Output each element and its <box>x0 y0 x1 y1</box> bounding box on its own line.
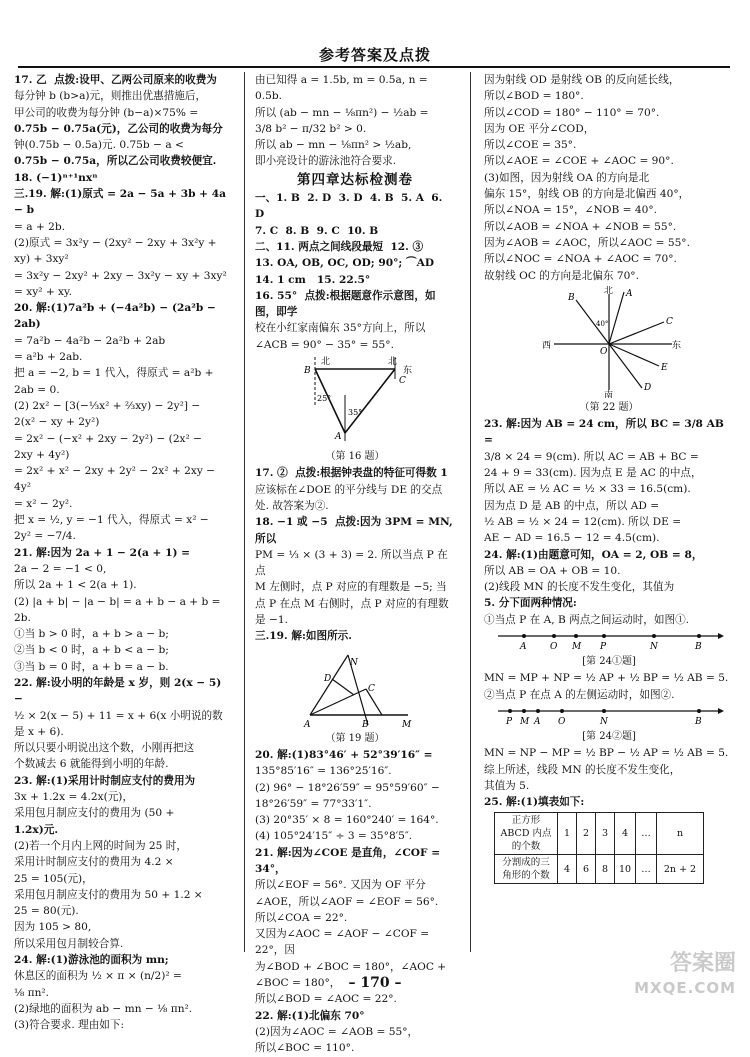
table-row <box>495 813 704 855</box>
label-ang25: 25° <box>317 394 332 404</box>
text-line: 所以∠COD = 180° − 110° = 70°. <box>484 106 660 119</box>
text-line: 校在小红家南偏东 35°方向上，所以 <box>255 322 426 335</box>
text-line: PM = ⅓ × (3 + 3) = 2. 所以当点 P 在点 <box>255 548 448 578</box>
table-cell: 8 <box>596 855 615 884</box>
text-line: 0.75b − 0.75a，所以乙公司收费较便宜. <box>14 155 217 168</box>
label-o: O <box>600 346 608 357</box>
text-line: 135°85′16″ = 136°25′16″. <box>255 765 392 778</box>
figure-24-1-caption: [第 24①题] <box>582 656 636 668</box>
text-line: 3x + 1.2x = 4.2x(元)， <box>14 791 134 804</box>
answers-24-25 <box>484 745 734 810</box>
label-b: B <box>362 719 369 729</box>
label-north-1: 北 <box>321 357 331 368</box>
label-p: P <box>600 642 607 653</box>
label-b: B <box>695 716 702 727</box>
text-line: (2)线段 MN 的长度不发生变化，其值为 <box>484 581 675 594</box>
label-m: M <box>520 716 530 727</box>
label-a: A <box>520 642 527 653</box>
column-middle <box>255 72 455 1057</box>
text-line: 14. 1 cm 15. 22.5° <box>255 273 371 286</box>
text-line: (2) 96° − 18°26′59″ = 95°59′60″ − <box>255 781 440 794</box>
text-line: = x² − 2y². <box>14 497 73 510</box>
text-line: = 2x² − (−x² + 2xy − 2y²) − (2x² − <box>14 432 203 445</box>
text-line: 13. OA, OB, OC, OD; 90°; ⌒AD <box>255 257 435 270</box>
arrow-head <box>718 633 724 639</box>
text-line: 因为 OE 平分∠COD， <box>484 122 595 135</box>
text-line: = 2x² + x² − 2xy + 2y² − 2x² + 2xy − 4y² <box>14 465 219 494</box>
label-a: A <box>534 716 541 727</box>
watermark-line1: 答案圈 <box>669 951 736 976</box>
label-west: 西 <box>542 340 552 351</box>
text-line: 1.2x)元. <box>14 823 59 836</box>
text-line: 把 x = ½, y = −1 代入，得原式 = x² − <box>14 514 209 527</box>
table-row <box>495 855 704 884</box>
text-line: 因为点 D 是 AB 的中点，所以 AD = <box>484 499 660 512</box>
table-cell: 6 <box>577 855 596 884</box>
label-east: 东 <box>403 366 413 377</box>
text-line: (3)如图，因为射线 OA 的方向是北 <box>484 171 650 184</box>
label-ang40: 40° <box>596 319 609 328</box>
text-line: 2a − 2 = −1 < 0, <box>14 562 107 575</box>
text-line: 20. 解:(1)7a²b + (−4a²b) − (2a²b − 2ab) <box>14 302 220 331</box>
label-n: N <box>600 716 608 727</box>
text-line: 5. 分下面两种情况: <box>484 597 577 610</box>
text-line: 3/8 × 24 = 9(cm). 所以 AC = AB + BC = <box>484 450 699 463</box>
text-line: (2)绿地的面积为 ab − mn − ⅛ πn². <box>14 1002 193 1015</box>
text-line: ∠BOC = 180°， <box>255 977 341 990</box>
text-line: ①当 b > 0 时，a + b > a − b; <box>14 628 169 641</box>
figure-16-caption: （第 16 题） <box>325 451 385 463</box>
label-n: N <box>650 642 658 653</box>
figure-16 <box>295 355 415 447</box>
table-cell: … <box>636 813 657 855</box>
answers-20-22 <box>255 747 455 1057</box>
text-line: 所以∠BOD = 180°. <box>484 90 584 103</box>
label-south: 南 <box>604 390 614 398</box>
label-e: E <box>661 362 668 373</box>
text-line: 是 −1. <box>255 614 288 627</box>
text-line: ∠AOE，所以∠AOF = ∠EOF = 56°. <box>255 895 439 908</box>
text-line: (4) 105°24′15″ ÷ 3 = 35°8′5″. <box>255 830 413 843</box>
text-line: 所以采用包月制较合算. <box>14 937 124 950</box>
text-line: 因为射线 OD 是射线 OB 的反向延长线， <box>484 74 680 86</box>
label-b: B <box>568 292 575 303</box>
text-line: 每分钟 b (b>a)元，则推出优惠措施后， <box>14 90 207 103</box>
figure-22 <box>534 286 684 398</box>
text-line: 甲公司的收费为每分钟 (b−a)×75% = <box>14 106 199 119</box>
point-b <box>697 634 701 638</box>
text-line: 又因为∠AOC = ∠AOF − ∠COF = 22°，因 <box>255 928 433 957</box>
text-line: 2ab = 0. <box>14 383 60 396</box>
point-p <box>602 634 606 638</box>
point-a <box>522 634 526 638</box>
table-cell: n <box>657 813 704 855</box>
text-line: 所以∠COA = 22°. <box>255 911 348 924</box>
ray-oa <box>609 292 624 344</box>
label-o: O <box>558 716 566 727</box>
text-line: 25. 解:(1)填表如下: <box>484 796 585 809</box>
text-line: = a + 2b. <box>14 220 66 233</box>
figure-19 <box>290 647 420 729</box>
text-line: ∠ACB = 90° − 35° = 55°. <box>255 338 394 351</box>
label-north-2: 北 <box>388 357 398 368</box>
text-line: 即小亮设计的游泳池符合要求. <box>255 155 397 168</box>
text-line: 0.75b − 0.75a(元)，乙公司的收费为每分 <box>14 122 223 135</box>
figure-19-caption: （第 19 题） <box>325 732 385 744</box>
label-a: A <box>626 288 633 299</box>
label-n: N <box>350 657 358 668</box>
chapter4-answers-1-16 <box>255 190 455 353</box>
ray-oc <box>609 322 664 344</box>
text-line: = 3x²y − 2xy² + 2xy − 3x²y − xy + 3xy² <box>14 269 227 282</box>
figure-22-caption: （第 22 题） <box>579 401 639 413</box>
text-line: ②当 b < 0 时，a + b < a − b; <box>14 644 169 657</box>
text-line: 7. C 8. B 9. C 10. B <box>255 224 379 237</box>
arrow-head <box>718 708 724 714</box>
text-line: ②当点 P 在点 A 的左侧运动时，如图②. <box>484 688 675 701</box>
text-line: (2)因为∠AOC = ∠AOB = 55°， <box>255 1025 419 1038</box>
label-o: O <box>550 642 558 653</box>
text-line: 所以 (ab − mn − ⅛πn²) − ½ab = <box>255 106 429 119</box>
line-dc <box>332 679 354 695</box>
point-b <box>697 709 701 713</box>
label-c: C <box>368 683 375 694</box>
watermark <box>634 952 736 1000</box>
answer-22-continued <box>484 72 734 284</box>
text-line: 24. 解:(1)由题意可知，OA = 2, OB = 8， <box>484 548 703 561</box>
text-line: 21. 解:因为 2a + 1 − 2(a + 1) = <box>14 546 191 559</box>
text-line: (3) 20°35′ × 8 = 160°240′ = 164°. <box>255 814 439 827</box>
text-line: 个数减去 6 就能得到小明的年龄. <box>14 758 169 771</box>
text-line: 由已知得 a = 1.5b, m = 0.5a, n = 0.5b. <box>255 74 432 103</box>
text-line: MN = NP − MP = ½ BP − ½ AP = ½ AB = 5. <box>484 747 729 760</box>
text-line: 2(x² − xy + 2y²) <box>14 416 100 429</box>
text-line: (2) |a + b| − |a − b| = a + b − a + b = 2b. <box>14 595 224 624</box>
column-right <box>484 72 734 884</box>
label-north: 北 <box>604 285 614 296</box>
text-line: 24 + 9 = 33(cm). 因为点 E 是 AC 的中点， <box>484 467 702 480</box>
label-d: D <box>644 382 652 393</box>
answers-23-24 <box>484 416 734 628</box>
text-line: xy) + 3xy² <box>14 253 69 266</box>
text-line: 所以∠BOD = ∠AOC = 22°. <box>255 993 397 1006</box>
point-o <box>552 634 556 638</box>
text-line: 钟(0.75b − 0.5a)元. 0.75b − a < <box>14 139 184 152</box>
text-line: 所以只要小明说出这个数，小刚再把这 <box>14 742 195 755</box>
text-line: 17. 乙 点拨:设甲、乙两公司原来的收费为 <box>14 74 217 86</box>
ray-od <box>609 344 642 388</box>
text-line: (2)原式 = 3x²y − (2xy² − 2xy + 3x²y + <box>14 236 217 249</box>
point-m <box>574 634 578 638</box>
text-line: = 7a²b − 4a²b − 2a²b + 2ab <box>14 334 166 347</box>
label-c: C <box>666 316 673 327</box>
text-line: 21. 解:因为∠COE 是直角，∠COF = 34°， <box>255 846 444 875</box>
text-line: 24. 解:(1)游泳池的面积为 mn; <box>14 954 169 967</box>
table-cell: 分割成的三角形的个数 <box>495 855 558 884</box>
text-line: 25 = 105(元)， <box>14 872 93 885</box>
page-header: 参考答案及点拨 <box>318 46 431 64</box>
table-cell: 10 <box>615 855 636 884</box>
text-line: 为∠BOD + ∠BOC = 180°，∠AOC + <box>255 960 447 973</box>
text-line: 休息区的面积为 ½ × π × (n/2)² = <box>14 970 182 983</box>
text-line: 所以 ab − mn − ⅛πn² > ½ab, <box>255 139 412 152</box>
text-line: = xy² + xy. <box>14 285 72 298</box>
text-line: 三.19. 解:如图所示. <box>255 630 352 643</box>
text-line: 因为∠AOB = ∠AOC，所以∠AOC = 55°. <box>484 236 690 249</box>
text-line: 采用包月制应支付的费用为 50 + 1.2 × <box>14 888 203 901</box>
text-line: 17. ② 点拨:根据钟表盘的特征可得数 1 <box>255 467 448 480</box>
table-cell: 2n + 2 <box>657 855 704 884</box>
text-line: ③当 b = 0 时，a + b = a − b. <box>14 660 169 673</box>
text-line: 所以 AE = ½ AC = ½ × 33 = 16.5(cm). <box>484 483 691 496</box>
figure-24-1 <box>494 630 724 652</box>
text-line: 其值为 5. <box>484 779 530 792</box>
text-line: 所以 2a + 1 < 2(a + 1). <box>14 579 137 592</box>
column-divider <box>244 72 245 952</box>
answer-24-cases <box>484 670 734 703</box>
text-line: 采用包月制应支付的费用为 (50 + <box>14 807 175 820</box>
column-left <box>14 72 232 1034</box>
text-line: 20. 解:(1)83°46′ + 52°39′16″ = <box>255 748 433 761</box>
text-line: 18. −1 或 −5 点拨:因为 3PM = MN, 所以 <box>255 516 457 545</box>
point-p <box>508 709 512 713</box>
text-line: 25 = 80(元). <box>14 905 79 918</box>
text-line: 一、1. B 2. D 3. D 4. B 5. A 6. D <box>255 192 447 221</box>
text-line: 23. 解:因为 AB = 24 cm，所以 BC = 3/8 AB = <box>484 418 728 447</box>
text-line: ①当点 P 在 A, B 两点之间运动时，如图①. <box>484 613 690 626</box>
text-line: 综上所述，线段 MN 的长度不发生变化， <box>484 763 681 776</box>
text-line: AE − AD = 16.5 − 12 = 4.5(cm). <box>484 532 660 545</box>
text-line: 18°26′59″ = 77°33′1″. <box>255 797 372 810</box>
page-number: – 170 – <box>348 975 402 991</box>
text-line: ⅛ πn². <box>14 986 50 999</box>
label-a: A <box>335 432 342 443</box>
watermark-line2: MXQE.COM <box>634 979 736 997</box>
text-line: 22. 解:(1)北偏东 70° <box>255 1009 365 1022</box>
label-a: A <box>304 719 311 729</box>
answer-24-continued <box>255 72 455 170</box>
answers-17-24 <box>14 72 232 1034</box>
text-line: (2) 2x² − [3(−⅓x² + ⅔xy) − 2y²] − <box>14 399 201 412</box>
text-line: 16. 55° 点拨:根据题意作示意图，如图，即学 <box>255 289 436 319</box>
text-line: 点 P 在点 M 右侧时，点 P 对应的有理数 <box>255 597 449 610</box>
text-line: 所以∠NOA = 15°，∠NOB = 40°. <box>484 204 658 217</box>
text-line: ½ AB = ½ × 24 = 12(cm). 所以 DE = <box>484 515 682 528</box>
text-line: 把 a = −2, b = 1 代入，得原式 = a²b + <box>14 367 214 380</box>
text-line: 所以∠AOE = ∠COE + ∠AOC = 90°. <box>484 155 674 168</box>
text-line: 所以∠BOC = 110°. <box>255 1042 355 1055</box>
chapter-title: 第四章达标检测卷 <box>297 171 413 188</box>
text-line: M 左侧时，点 P 对应的有理数是 −5; 当 <box>255 581 447 594</box>
table-cell: 1 <box>558 813 577 855</box>
text-line: 所以 AB = OA + OB = 10. <box>484 564 621 577</box>
answers-17-19 <box>255 465 455 644</box>
text-line: 2y² = −7/4. <box>14 530 76 543</box>
label-b: B <box>695 642 702 653</box>
text-line: 18. (−1)ⁿ⁺¹nxⁿ <box>14 171 98 184</box>
text-line: 所以∠NOC = ∠NOA + ∠AOC = 70°. <box>484 253 677 266</box>
text-line: 是 x + 6). <box>14 725 64 738</box>
ca-line <box>345 369 395 433</box>
point-n <box>602 709 606 713</box>
label-east: 东 <box>672 340 682 351</box>
point-n <box>652 634 656 638</box>
table-cell: 4 <box>615 813 636 855</box>
label-d: D <box>324 673 332 684</box>
text-line: MN = MP + NP = ½ AP + ½ BP = ½ AB = 5. <box>484 672 729 685</box>
text-line: 故射线 OC 的方向是北偏东 70°. <box>484 269 639 282</box>
figure-24-2-caption: [第 24②题] <box>582 730 636 742</box>
text-line: 23. 解:(1)采用计时制应支付的费用为 <box>14 774 196 787</box>
text-line: 因为 105 > 80, <box>14 921 92 934</box>
header-rule <box>18 66 730 68</box>
table-cell: … <box>636 855 657 884</box>
table-cell: 3 <box>596 813 615 855</box>
column-divider <box>470 72 471 952</box>
label-m: M <box>402 719 412 729</box>
text-line: 采用计时制应支付的费用为 4.2 × <box>14 856 174 869</box>
table-cell: 4 <box>558 855 577 884</box>
point-m <box>522 709 526 713</box>
text-line: 所以∠EOF = 56°. 又因为 OF 平分 <box>255 879 426 892</box>
label-m: M <box>572 642 582 653</box>
text-line: 二、11. 两点之间线段最短 12. ③ <box>255 240 424 253</box>
text-line: 偏东 15°，射线 OB 的方向是北偏西 40°， <box>484 188 690 201</box>
table-cell: 正方形 ABCD 内点的个数 <box>495 813 558 855</box>
text-line: (2)若一个月内上网的时间为 25 时， <box>14 839 187 852</box>
text-line: (3)符合要求. 理由如下: <box>14 1019 125 1032</box>
point-a <box>536 709 540 713</box>
label-c: C <box>399 376 406 387</box>
point-o <box>560 709 564 713</box>
text-line: 2xy + 4y²) <box>14 448 70 461</box>
figure-24-2 <box>494 705 724 727</box>
text-line: 所以∠AOB = ∠NOA + ∠NOB = 55°. <box>484 220 677 233</box>
text-line: 所以∠COE = 35°. <box>484 139 577 152</box>
label-ang35: 35° <box>348 408 363 418</box>
text-line: 处. 故答案为②. <box>255 499 329 512</box>
text-line: = a²b + 2ab. <box>14 351 83 364</box>
text-line: ½ × 2(x − 5) + 11 = x + 6(x 小明说的数 <box>14 709 223 722</box>
text-line: 22. 解:设小明的年龄是 x 岁，则 2(x − 5) − <box>14 676 225 706</box>
table-cell: 2 <box>577 813 596 855</box>
answer-25-table <box>494 812 704 884</box>
text-line: 三.19. 解:(1)原式 = 2a − 5a + 3b + 4a − b <box>14 188 230 217</box>
label-b: B <box>304 366 311 377</box>
text-line: 3/8 b² − π/32 b² > 0. <box>255 122 367 135</box>
label-p: P <box>506 716 513 727</box>
text-line: 应该标在∠DOE 的平分线与 DE 的交点 <box>255 483 443 496</box>
